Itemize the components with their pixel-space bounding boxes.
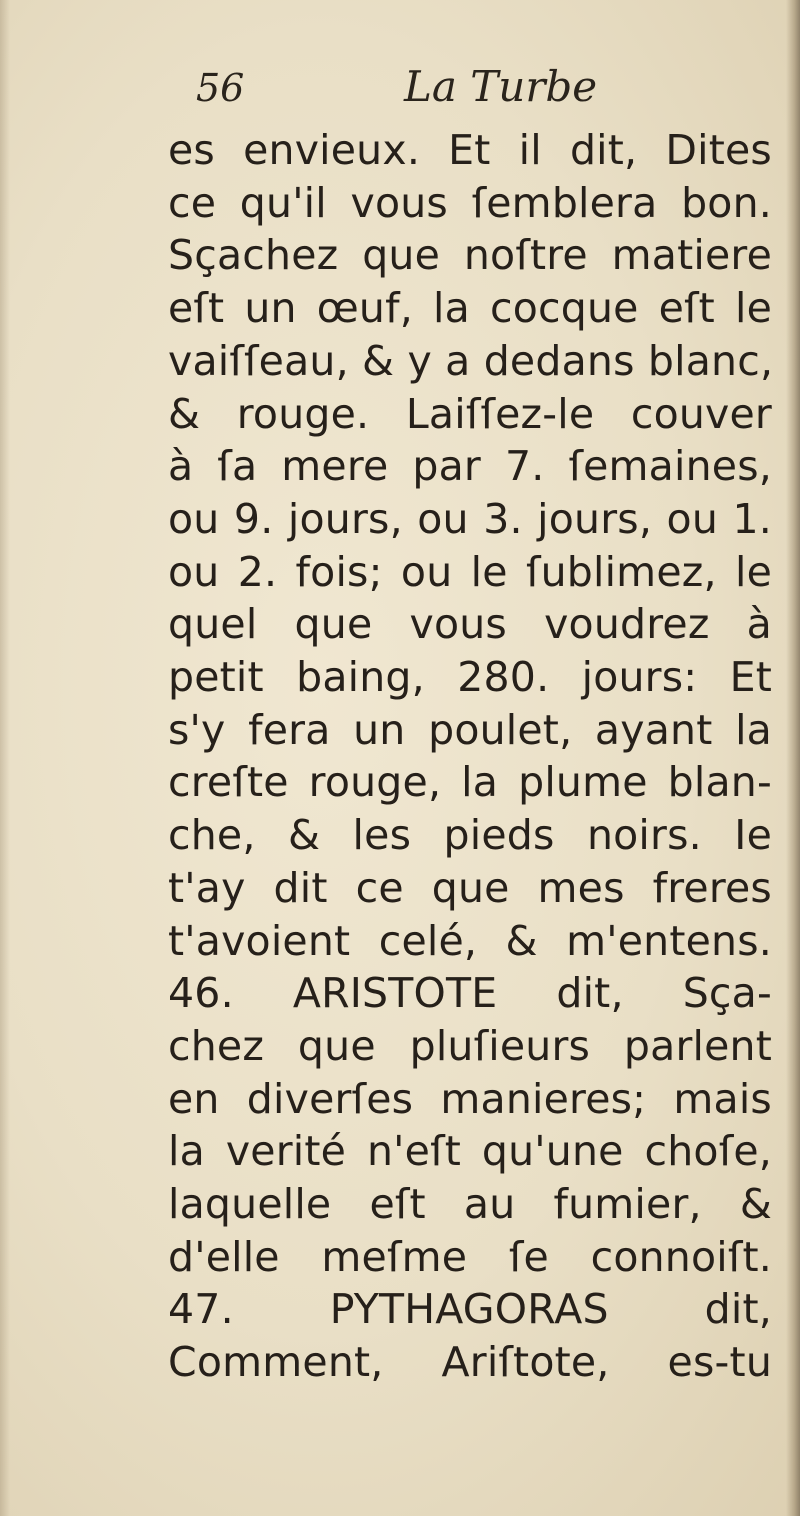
body-text [168,124,772,1389]
text-line: Sçachez que noſtre matiere [168,231,772,280]
text-line: ce qu'il vous ſemblera bon. [168,178,772,227]
page-right-shadow [786,0,800,1516]
text-line: 46. ARISTOTE dit, Sça- [168,969,772,1018]
text-line: Comment, Ariſtote, es-tu [168,1338,772,1387]
text-line: t'avoient celé, & m'entens. [168,916,772,965]
text-line: & rouge. Laiſſez-le couver [168,389,772,438]
text-line: vaiſſeau, & y a dedans blanc, [168,336,774,385]
text-line: petit baing, 280. jours: Et [168,653,772,702]
text-line: la verité n'eſt qu'une choſe, [168,1127,772,1176]
text-line: quel que vous voudrez à [168,600,772,649]
running-title: La Turbe [404,62,598,111]
text-line: ou 2. fois; ou le ſublimez, le [168,547,772,596]
text-line: creſte rouge, la plume blan- [168,758,772,807]
page-left-shadow [0,0,10,1516]
text-line: chez que pluſieurs parlent [168,1021,772,1070]
text-line: laquelle eſt au fumier, & [168,1180,772,1229]
page-number: 56 [196,66,245,110]
text-line: t'ay dit ce que mes freres [168,863,772,912]
page-header [196,62,666,118]
text-line: à ſa mere par 7. ſemaines, [168,442,772,491]
text-line: d'elle meſme ſe connoiſt. [168,1232,772,1281]
text-line: ou 9. jours, ou 3. jours, ou 1. [168,494,772,543]
text-line: es envieux. Et il dit, Dites [168,126,772,174]
text-line: en diverſes manieres; mais [168,1074,772,1123]
text-line: s'y fera un poulet, ayant la [168,705,772,754]
text-line: eſt un œuf, la cocque eſt le [168,284,772,333]
text-line: 47. PYTHAGORAS dit, [168,1285,772,1334]
text-line: che, & les pieds noirs. Ie [168,811,772,860]
